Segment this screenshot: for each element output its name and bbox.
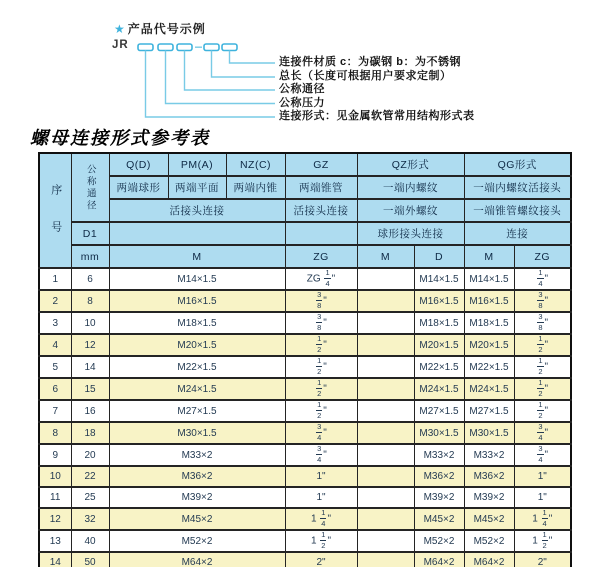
header-serial: 序号 [39,153,71,268]
cell-qz-m [357,290,414,312]
header-m-span: M [109,245,285,268]
cell-qz-d: M45×2 [414,508,464,530]
cell-zg: $\frac{1}{2}$ " [285,334,357,356]
cell-qz-m [357,466,414,487]
cell-qg-m: M14×1.5 [464,268,514,290]
cell-dn-mm: 20 [71,444,109,466]
cell-qz-d: M22×1.5 [414,356,464,378]
cell-qz-d: M39×2 [414,487,464,508]
leader-line-connection [146,51,276,118]
cell-zg: $\frac{3}{8}$ " [285,290,357,312]
table-header [39,153,571,268]
cell-qz-d: M24×1.5 [414,378,464,400]
cell-qz-d: M33×2 [414,444,464,466]
header-external-thread: 一端外螺纹 [357,199,464,222]
cell-qg-m: M30×1.5 [464,422,514,444]
cell-zg: $\frac{3}{8}$ " [285,312,357,334]
cell-qg-zg: $\frac{1}{2}$ " [514,334,571,356]
cell-m: M36×2 [109,466,285,487]
cell-qz-m [357,444,414,466]
cell-m: M33×2 [109,444,285,466]
header-connection: 连接 [464,222,571,245]
cell-qz-m [357,552,414,567]
cell-zg: $\frac{1}{2}$ " [285,378,357,400]
table-row [39,487,571,508]
cell-dn-mm: 50 [71,552,109,567]
cell-zg: 1" [285,487,357,508]
cell-dn-mm: 32 [71,508,109,530]
table-row [39,378,571,400]
cell-serial: 2 [39,290,71,312]
table-row [39,290,571,312]
cell-zg: 1 $\frac{1}{2}$ " [285,530,357,552]
cell-qg-m: M52×2 [464,530,514,552]
cell-qz-d: M64×2 [414,552,464,567]
cell-zg: $\frac{3}{4}$ " [285,444,357,466]
table-row [39,422,571,444]
header-blank-2 [285,222,357,245]
cell-qg-m: M22×1.5 [464,356,514,378]
cell-qg-zg: 1" [514,466,571,487]
cell-qz-d: M36×2 [414,466,464,487]
cell-serial: 12 [39,508,71,530]
cell-m: M16×1.5 [109,290,285,312]
cell-dn-mm: 16 [71,400,109,422]
cell-qz-m [357,268,414,290]
cell-qg-zg: $\frac{1}{2}$ " [514,400,571,422]
cell-qg-zg: 1 $\frac{1}{4}$ " [514,508,571,530]
header-desc-gz: 两端锥管 [285,176,357,199]
cell-dn-mm: 6 [71,268,109,290]
header-union-connection: 活接头连接 [109,199,285,222]
cell-m: M45×2 [109,508,285,530]
label-nominal-pressure: 公称压力 [279,97,325,109]
cell-qg-zg: $\frac{3}{8}$ " [514,312,571,334]
product-code-prefix: JR [112,39,129,51]
cell-qg-m: M27×1.5 [464,400,514,422]
cell-qg-m: M16×1.5 [464,290,514,312]
table-row [39,552,571,567]
cell-zg: 1" [285,466,357,487]
header-col-nzc: NZ(C) [226,153,285,176]
cell-m: M27×1.5 [109,400,285,422]
cell-qg-zg: $\frac{3}{8}$ " [514,290,571,312]
code-box-4 [204,44,219,51]
table-row [39,444,571,466]
header-desc-nzc: 两端内锥 [226,176,285,199]
cell-zg: $\frac{1}{2}$ " [285,400,357,422]
cell-qz-m [357,508,414,530]
table-body [39,268,571,567]
cell-qg-m: M64×2 [464,552,514,567]
header-d-qz: D [414,245,464,268]
cell-zg: $\frac{3}{4}$ " [285,422,357,444]
cell-qg-m: M18×1.5 [464,312,514,334]
header-m-qz: M [357,245,414,268]
header-blank-1 [109,222,285,245]
table-row [39,356,571,378]
cell-qz-m [357,422,414,444]
cell-dn-mm: 8 [71,290,109,312]
cell-serial: 7 [39,400,71,422]
cell-qz-m [357,312,414,334]
label-connection-form: 连接形式：见金属软管常用结构形式表 [279,110,475,122]
cell-qz-d: M16×1.5 [414,290,464,312]
cell-qz-m [357,530,414,552]
cell-qz-m [357,378,414,400]
cell-qz-m [357,356,414,378]
cell-qz-d: M52×2 [414,530,464,552]
cell-qg-zg: $\frac{3}{4}$ " [514,444,571,466]
cell-qg-m: M39×2 [464,487,514,508]
cell-m: M64×2 [109,552,285,567]
table-row [39,400,571,422]
cell-qg-zg: $\frac{1}{4}$ " [514,268,571,290]
cell-serial: 8 [39,422,71,444]
header-nominal-diameter: 公称通径 [71,153,109,222]
cell-qg-m: M24×1.5 [464,378,514,400]
cell-dn-mm: 15 [71,378,109,400]
cell-dn-mm: 22 [71,466,109,487]
header-col-qd: Q(D) [109,153,168,176]
label-connector-material: 连接件材质 c：为碳钢 b：为不锈钢 [279,56,461,68]
cell-serial: 14 [39,552,71,567]
cell-qz-d: M18×1.5 [414,312,464,334]
cell-m: M52×2 [109,530,285,552]
code-box-3 [177,44,192,51]
table-row [39,466,571,487]
cell-zg: 1 $\frac{1}{4}$ " [285,508,357,530]
header-col-qz: QZ形式 [357,153,464,176]
cell-qg-m: M36×2 [464,466,514,487]
header-ball-joint-connection: 球形接头连接 [357,222,464,245]
cell-dn-mm: 40 [71,530,109,552]
cell-qg-m: M33×2 [464,444,514,466]
cell-serial: 1 [39,268,71,290]
header-desc-qg: 一端内螺纹活接头 [464,176,571,199]
product-code-heading-text: 产品代号示例 [127,22,206,36]
leader-line-pressure [166,51,276,104]
header-m-qg: M [464,245,514,268]
table-row [39,530,571,552]
cell-m: M39×2 [109,487,285,508]
label-total-length: 总长（长度可根据用户要求定制） [279,70,452,82]
cell-dn-mm: 10 [71,312,109,334]
cell-qz-m [357,400,414,422]
label-nominal-diameter: 公称通径 [279,83,325,95]
header-row-4 [39,222,571,245]
cell-serial: 3 [39,312,71,334]
cell-dn-mm: 12 [71,334,109,356]
cell-qz-d: M14×1.5 [414,268,464,290]
header-col-pma: PM(A) [168,153,226,176]
cell-qz-m [357,334,414,356]
header-taper-thread-joint: 一端锥管螺纹接头 [464,199,571,222]
header-mm: mm [71,245,109,268]
cell-serial: 6 [39,378,71,400]
table-row [39,334,571,356]
cell-m: M30×1.5 [109,422,285,444]
cell-qz-d: M30×1.5 [414,422,464,444]
cell-qz-d: M27×1.5 [414,400,464,422]
cell-qg-m: M20×1.5 [464,334,514,356]
cell-m: M14×1.5 [109,268,285,290]
cell-qg-zg: $\frac{3}{4}$ " [514,422,571,444]
header-zg-gz: ZG [285,245,357,268]
header-row-1 [39,153,571,176]
nut-connection-reference-table [38,152,572,567]
cell-m: M20×1.5 [109,334,285,356]
header-desc-qd: 两端球形 [109,176,168,199]
cell-dn-mm: 18 [71,422,109,444]
cell-qz-d: M20×1.5 [414,334,464,356]
cell-qg-zg: $\frac{1}{2}$ " [514,356,571,378]
leader-line-diameter [185,51,276,91]
cell-serial: 9 [39,444,71,466]
cell-serial: 5 [39,356,71,378]
table-title: 螺母连接形式参考表 [30,128,210,149]
header-desc-qz: 一端内螺纹 [357,176,464,199]
header-d1: D1 [71,222,109,245]
code-box-5 [222,44,237,51]
header-union-connection-gz: 活接头连接 [285,199,357,222]
header-row-2 [39,176,571,199]
cell-dn-mm: 14 [71,356,109,378]
cell-m: M22×1.5 [109,356,285,378]
product-code-heading [114,20,206,37]
cell-zg: 2" [285,552,357,567]
cell-qg-zg: 1" [514,487,571,508]
cell-qg-zg: 1 $\frac{1}{2}$ " [514,530,571,552]
table-row [39,508,571,530]
table-row [39,268,571,290]
cell-serial: 10 [39,466,71,487]
cell-qg-m: M45×2 [464,508,514,530]
cell-qz-m [357,487,414,508]
cell-zg: ZG $\frac{1}{4}$ " [285,268,357,290]
cell-serial: 13 [39,530,71,552]
cell-m: M24×1.5 [109,378,285,400]
cell-qg-zg: 2" [514,552,571,567]
cell-m: M18×1.5 [109,312,285,334]
header-col-gz: GZ [285,153,357,176]
star-icon: ★ [114,22,126,36]
header-row-5 [39,245,571,268]
header-col-qg: QG形式 [464,153,571,176]
table-row [39,312,571,334]
cell-qg-zg: $\frac{1}{2}$ " [514,378,571,400]
header-zg-qg: ZG [514,245,571,268]
code-box-1 [138,44,153,51]
cell-zg: $\frac{1}{2}$ " [285,356,357,378]
header-row-3 [39,199,571,222]
cell-serial: 11 [39,487,71,508]
header-desc-pma: 两端平面 [168,176,226,199]
code-box-2 [158,44,173,51]
cell-serial: 4 [39,334,71,356]
leader-line-material [230,51,276,64]
leader-line-length [212,51,276,78]
cell-dn-mm: 25 [71,487,109,508]
